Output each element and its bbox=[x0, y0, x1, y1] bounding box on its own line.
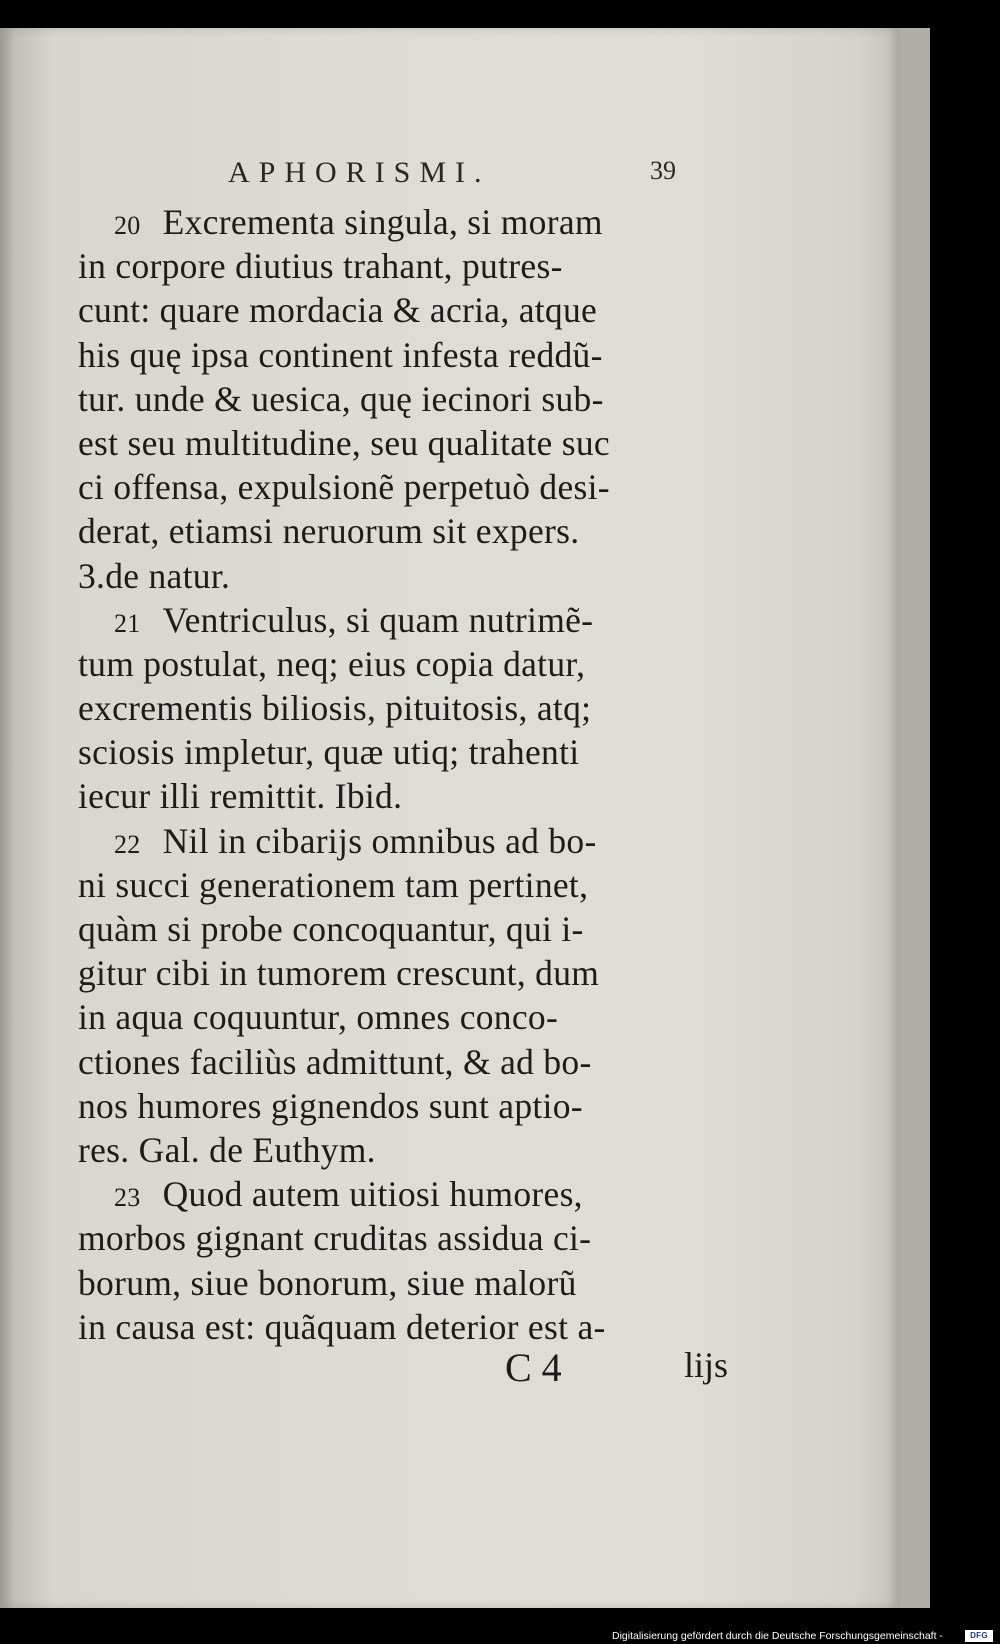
text-line bbox=[78, 554, 738, 598]
line-text: sciosis impletur, quæ utiq; trahenti bbox=[78, 732, 580, 773]
line-text: excrementis biliosis, pituitosis, atq; bbox=[78, 688, 592, 729]
text-line bbox=[78, 686, 738, 730]
aphorism-number: 23 bbox=[114, 1183, 141, 1213]
aphorism-number: 21 bbox=[114, 608, 141, 638]
text-line bbox=[78, 1261, 738, 1305]
book-page bbox=[0, 28, 900, 1608]
text-line bbox=[78, 598, 738, 642]
aphorism-number: 22 bbox=[114, 829, 141, 859]
line-text: Excrementa singula, si moram bbox=[162, 202, 603, 242]
text-line bbox=[78, 333, 738, 377]
line-text: his quę ipsa continent infesta reddũ- bbox=[78, 334, 603, 375]
text-line bbox=[78, 730, 738, 774]
page-number: 39 bbox=[650, 156, 676, 185]
text-line bbox=[78, 244, 738, 288]
text-line bbox=[78, 819, 738, 863]
catchword: lijs bbox=[684, 1345, 729, 1385]
text-line bbox=[78, 907, 738, 951]
line-text: derat, etiamsi neruorum sit expers. bbox=[78, 511, 580, 552]
text-line bbox=[78, 1216, 738, 1260]
line-text: tur. unde & uesica, quę iecinori sub- bbox=[78, 378, 604, 419]
signature-mark: C 4 bbox=[505, 1345, 562, 1390]
line-text: ni succi generationem tam pertinet, bbox=[78, 864, 589, 905]
line-text: ci offensa, expulsionẽ perpetuò desi- bbox=[78, 467, 610, 508]
line-text: cunt: quare mordacia & acria, atque bbox=[78, 290, 598, 331]
text-line bbox=[78, 1172, 738, 1216]
text-line bbox=[78, 863, 738, 907]
line-text: est seu multitudine, seu qualitate suc bbox=[78, 422, 610, 463]
line-text: 3.de natur. bbox=[78, 555, 231, 596]
running-head-title: APHORISMI. bbox=[228, 156, 491, 189]
dfg-logo: DFG bbox=[965, 1630, 993, 1642]
line-text: morbos gignant cruditas assidua ci- bbox=[78, 1218, 592, 1259]
line-text: ctiones faciliùs admittunt, & ad bo- bbox=[78, 1041, 592, 1082]
text-line bbox=[78, 1128, 738, 1172]
line-text: quàm si probe concoquantur, qui i- bbox=[78, 909, 584, 949]
line-text: tum postulat, neq; eius copia datur, bbox=[78, 643, 586, 684]
text-line bbox=[78, 288, 738, 332]
text-line bbox=[78, 465, 738, 509]
line-text: Ventriculus, si quam nutrimẽ- bbox=[162, 599, 594, 640]
aphorism-number: 20 bbox=[114, 211, 141, 240]
line-text: in corpore diutius trahant, putres- bbox=[78, 246, 563, 287]
line-text: Nil in cibarijs omnibus ad bo- bbox=[162, 820, 597, 861]
line-text: borum, siue bonorum, siue malorũ bbox=[78, 1262, 577, 1303]
line-text: iecur illi remittit. Ibid. bbox=[78, 776, 403, 817]
text-line bbox=[78, 774, 738, 818]
line-text: in aqua coquuntur, omnes conco- bbox=[78, 997, 559, 1038]
line-text: in causa est: quãquam deterior est a- bbox=[78, 1306, 606, 1347]
text-line bbox=[78, 200, 738, 244]
text-line bbox=[78, 1040, 738, 1084]
text-body bbox=[78, 200, 738, 1349]
text-line bbox=[78, 1305, 738, 1349]
catchline bbox=[0, 1344, 760, 1394]
text-line bbox=[78, 377, 738, 421]
text-line bbox=[78, 951, 738, 995]
text-line bbox=[78, 509, 738, 553]
digitization-credit: Digitalisierung gefördert durch die Deutsche Forschungsgemeinschaft - bbox=[612, 1630, 943, 1642]
text-line bbox=[78, 1084, 738, 1128]
line-text: res. Gal. de Euthym. bbox=[78, 1129, 376, 1170]
text-line bbox=[78, 642, 738, 686]
line-text: Quod autem uitiosi humores, bbox=[162, 1174, 583, 1215]
page-edge-strip bbox=[900, 28, 930, 1608]
text-line bbox=[78, 995, 738, 1039]
line-text: nos humores gignendos sunt aptio- bbox=[78, 1085, 583, 1126]
text-line bbox=[78, 421, 738, 465]
line-text: gitur cibi in tumorem crescunt, dum bbox=[78, 953, 600, 994]
